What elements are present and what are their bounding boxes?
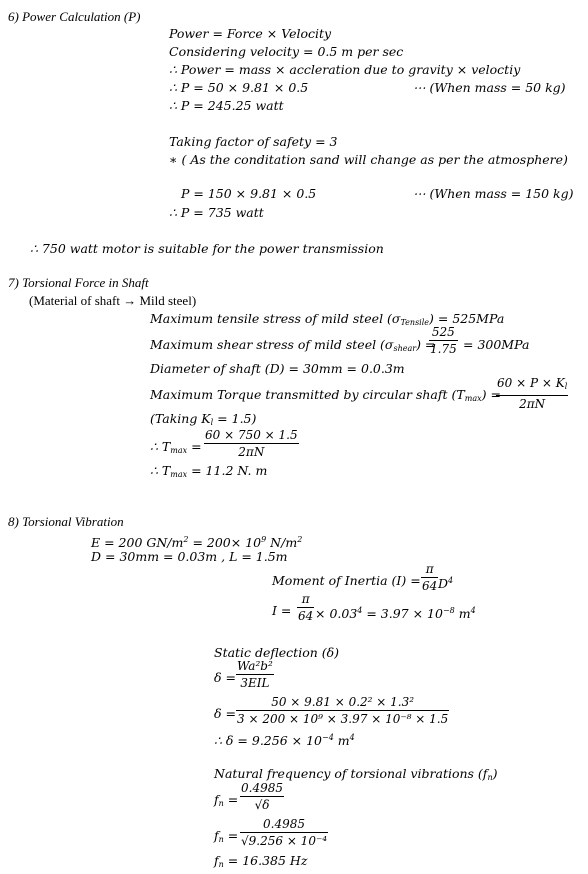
tmax-substitution-label: ∴ $T_{max}$ = xyxy=(150,439,202,455)
atmosphere-note: ∗ ( As the conditation sand will change as per the atmosphere) xyxy=(169,152,568,167)
section-6-heading: 6) Power Calculation (P) xyxy=(8,9,141,24)
tmax-fraction: 60 × 750 × 1.5 2πN xyxy=(205,428,298,459)
inertia-calc-label: I = xyxy=(272,603,292,618)
shaft-diameter: Diameter of shaft (D) = 30mm = 0.0.3m xyxy=(150,361,405,376)
moment-of-inertia-label: Moment of Inertia (I) = xyxy=(272,573,421,588)
power-result-150: ∴ P = 735 watt xyxy=(169,205,264,220)
frequency-formula-fraction: 0.4985 √δ xyxy=(241,781,283,812)
power-expanded: ∴ Power = mass × accleration due to gravity × veloctiy xyxy=(169,62,521,77)
inertia-calc-value: × $0.03^4 = 3.97 \times 10^{-8}$ $m^4$ xyxy=(315,606,476,621)
static-deflection-title: Static deflection (δ) xyxy=(214,645,340,660)
power-formula: Power = Force × Velocity xyxy=(169,26,332,41)
tensile-stress: Maximum tensile stress of mild steel $(\sigma_{Tensile}) = 525MPa$ xyxy=(150,311,505,327)
tmax-result: ∴ $T_{max} = 11.2$ N. m xyxy=(150,463,268,479)
moment-of-inertia-d4: $D^4$ xyxy=(438,576,454,591)
inertia-calc-fraction: π 64 xyxy=(298,592,314,623)
youngs-modulus: E = 200 $GN/m^2 = 200\times 10^9$ $N/m^2$ xyxy=(91,535,303,550)
section-8-heading: 8) Torsional Vibration xyxy=(8,514,124,529)
frequency-formula-label: $f_n$ = xyxy=(214,792,239,808)
shear-stress-label: Maximum shear stress of mild steel $(\sigma_{shear})$ = xyxy=(150,337,436,353)
frequency-result: $f_n = 16.385$ Hz xyxy=(214,853,308,869)
mass-150-note: ⋯ (When mass = 150 kg) xyxy=(413,186,574,201)
shear-stress-value: = 300MPa xyxy=(463,337,530,352)
shaft-material: (Material of shaft → Mild steel) xyxy=(29,293,197,308)
natural-frequency-title: Natural frequency of torsional vibrations $(f_n)$ xyxy=(214,766,498,782)
deflection-substitution-fraction: 50 × 9.81 × 0.2² × 1.3² 3 × 200 × 10⁹ × 3.97 × 10⁻⁸ × 1.5 xyxy=(237,695,449,726)
section-7-heading: 7) Torsional Force in Shaft xyxy=(8,275,149,290)
kl-value: (Taking $K_l = 1.5$) xyxy=(150,411,257,427)
deflection-result: ∴ $\delta = 9.256 \times 10^{-4}$ $m^4$ xyxy=(214,733,355,748)
diameter-length: D = 30mm = 0.03m , L = 1.5m xyxy=(91,549,288,564)
power-substitution-150: P = 150 × 9.81 × 0.5 xyxy=(181,186,317,201)
frequency-substitution-label: $f_n$ = xyxy=(214,828,239,844)
power-substitution-50: ∴ P = 50 × 9.81 × 0.5 xyxy=(169,80,309,95)
moment-of-inertia-fraction: π 64 xyxy=(422,562,438,593)
factor-of-safety: Taking factor of safety = 3 xyxy=(169,134,338,149)
shear-stress-fraction: 525 1.75 xyxy=(430,325,457,356)
deflection-formula-fraction: Wa²b² 3EIL xyxy=(237,659,273,690)
max-torque-fraction: $60 \times P \times K_l$ 2πN xyxy=(497,376,568,411)
deflection-substitution-label: δ = xyxy=(214,706,236,721)
power-result-50: ∴ P = 245.25 watt xyxy=(169,98,284,113)
max-torque-label: Maximum Torque transmitted by circular shaft $(T_{max})$ = xyxy=(150,387,501,403)
deflection-formula-label: δ = xyxy=(214,670,236,685)
velocity-assumption: Considering velocity = 0.5 m per sec xyxy=(169,44,404,59)
frequency-substitution-fraction: 0.4985 √9.256 × 10⁻⁴ xyxy=(241,817,328,848)
mass-50-note: ⋯ (When mass = 50 kg) xyxy=(413,80,566,95)
motor-conclusion: ∴ 750 watt motor is suitable for the power transmission xyxy=(30,241,384,256)
